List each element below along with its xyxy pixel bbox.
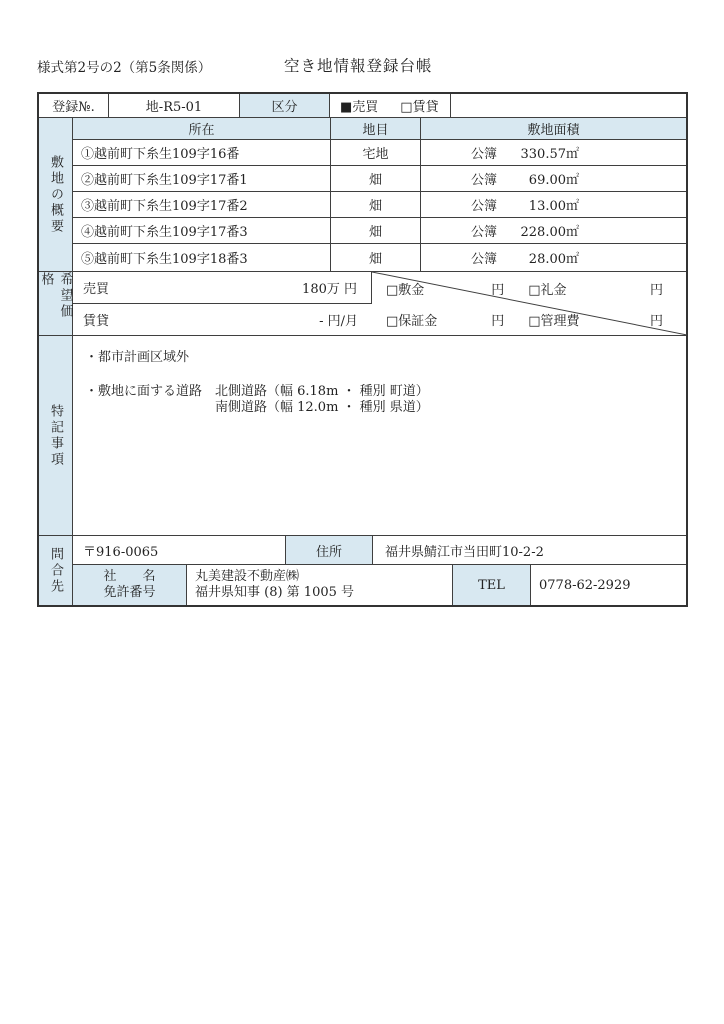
area-value: 228.00㎡: [520, 225, 580, 240]
land-category-cell: 畑: [331, 218, 421, 243]
site-section-cell: [39, 118, 73, 272]
area-prefix: 公簿: [471, 252, 498, 267]
guarantee-unit: 円: [491, 314, 505, 329]
header-location: 所在: [73, 118, 331, 139]
diagonal-strike-line: [372, 272, 687, 335]
form-code: 様式第2号の2（第5条関係）: [37, 60, 212, 76]
rent-price-cell: [73, 304, 372, 335]
area-cell: [421, 140, 686, 165]
sale-label: 売買: [83, 282, 110, 297]
company-license-value-cell: [187, 565, 453, 605]
note-road-south: 南側道路（幅 12.0m ・ 種別 県道）: [215, 400, 429, 415]
site-row-3: [73, 192, 686, 218]
site-row-1: [73, 140, 686, 166]
deposit-unit: 円: [491, 282, 505, 298]
sale-price-value: 180万 円: [302, 282, 357, 297]
contact-section-label: 問合先: [48, 546, 63, 595]
table-body: [39, 118, 686, 605]
management-fee-checkbox-label: □管理費: [528, 314, 580, 329]
price-section-label: 希望価格: [38, 272, 73, 320]
category-sale-option: ■売買: [340, 100, 379, 115]
location-cell: ④越前町下糸生109字17番3: [73, 218, 331, 243]
land-category-cell: 畑: [331, 192, 421, 217]
site-overview-section: [73, 118, 686, 272]
tel-value: 0778-62-2929: [539, 577, 631, 593]
notes-section-label: 特記事項: [48, 403, 63, 468]
section-labels-column: [39, 118, 73, 605]
area-value: 28.00㎡: [528, 252, 580, 267]
special-notes-section: [73, 336, 686, 536]
area-prefix: 公簿: [471, 173, 498, 188]
location-cell: ③越前町下糸生109字17番2: [73, 192, 331, 217]
area-prefix: 公簿: [471, 225, 498, 240]
key-money-checkbox-label: □礼金: [528, 282, 567, 298]
area-cell: [421, 218, 686, 243]
address-value: 福井県鯖江市当田町10-2-2: [385, 544, 544, 560]
page-title: 空き地情報登録台帳: [284, 57, 433, 75]
tel-label: TEL: [453, 565, 531, 605]
site-row-2: [73, 166, 686, 192]
contact-company-row: [73, 565, 686, 605]
category-rent-option: □賃貸: [400, 100, 439, 115]
address-label: 住所: [286, 536, 373, 564]
rent-price-value: - 円/月: [319, 314, 358, 329]
area-prefix: 公簿: [471, 199, 498, 214]
site-row-5: [73, 244, 686, 271]
land-category-cell: 宅地: [331, 140, 421, 165]
notes-section-cell: [39, 336, 73, 536]
sale-price-cell: [73, 272, 372, 304]
location-cell: ①越前町下糸生109字16番: [73, 140, 331, 165]
registration-no-value: 地-R5-01: [109, 94, 240, 117]
area-value: 69.00㎡: [528, 173, 580, 188]
registration-row-empty-cell: [451, 94, 686, 117]
note-city-planning: ・都市計画区域外: [85, 350, 190, 365]
site-row-4: [73, 218, 686, 244]
management-fee-unit: 円: [649, 314, 663, 329]
area-cell: [421, 166, 686, 191]
header-land-category: 地目: [331, 118, 421, 139]
contact-section-cell: [39, 536, 73, 605]
deposit-checkbox-label: □敷金: [386, 282, 425, 298]
registration-row: [39, 94, 686, 118]
deposit-fees-cell: [372, 272, 687, 335]
registration-table: [37, 92, 688, 607]
area-cell: [421, 244, 686, 271]
price-section: [73, 272, 686, 336]
key-money-unit: 円: [649, 282, 663, 298]
header-area: 敷地面積: [421, 118, 686, 139]
category-label: 区分: [240, 94, 330, 117]
company-license-label-cell: [73, 565, 187, 605]
note-road-north: ・敷地に面する道路 北側道路（幅 6.18m ・ 種別 町道）: [85, 384, 429, 399]
license-number: 福井県知事 (8) 第 1005 号: [195, 585, 355, 600]
area-cell: [421, 192, 686, 217]
area-prefix: 公簿: [471, 147, 498, 162]
company-name: 丸美建設不動産㈱: [195, 569, 300, 584]
registration-no-label: 登録№.: [39, 94, 109, 117]
postal-code: 〒916-0065: [73, 536, 286, 564]
area-value: 13.00㎡: [528, 199, 580, 214]
contact-address-row: [73, 536, 686, 565]
category-options: [330, 94, 451, 117]
price-section-cell: [39, 272, 73, 336]
license-label: 免許番号: [103, 585, 156, 600]
area-value: 330.57㎡: [520, 147, 580, 162]
location-cell: ②越前町下糸生109字17番1: [73, 166, 331, 191]
rent-label: 賃貸: [83, 314, 110, 329]
site-header-row: [73, 118, 686, 140]
table-content-column: [73, 118, 686, 605]
contact-section: [73, 536, 686, 605]
guarantee-checkbox-label: □保証金: [386, 314, 438, 329]
land-category-cell: 畑: [331, 166, 421, 191]
location-cell: ⑤越前町下糸生109字18番3: [73, 244, 331, 271]
land-category-cell: 畑: [331, 244, 421, 271]
company-name-label: 社 名: [103, 569, 156, 584]
site-section-label: 敷地の概要: [48, 154, 63, 235]
